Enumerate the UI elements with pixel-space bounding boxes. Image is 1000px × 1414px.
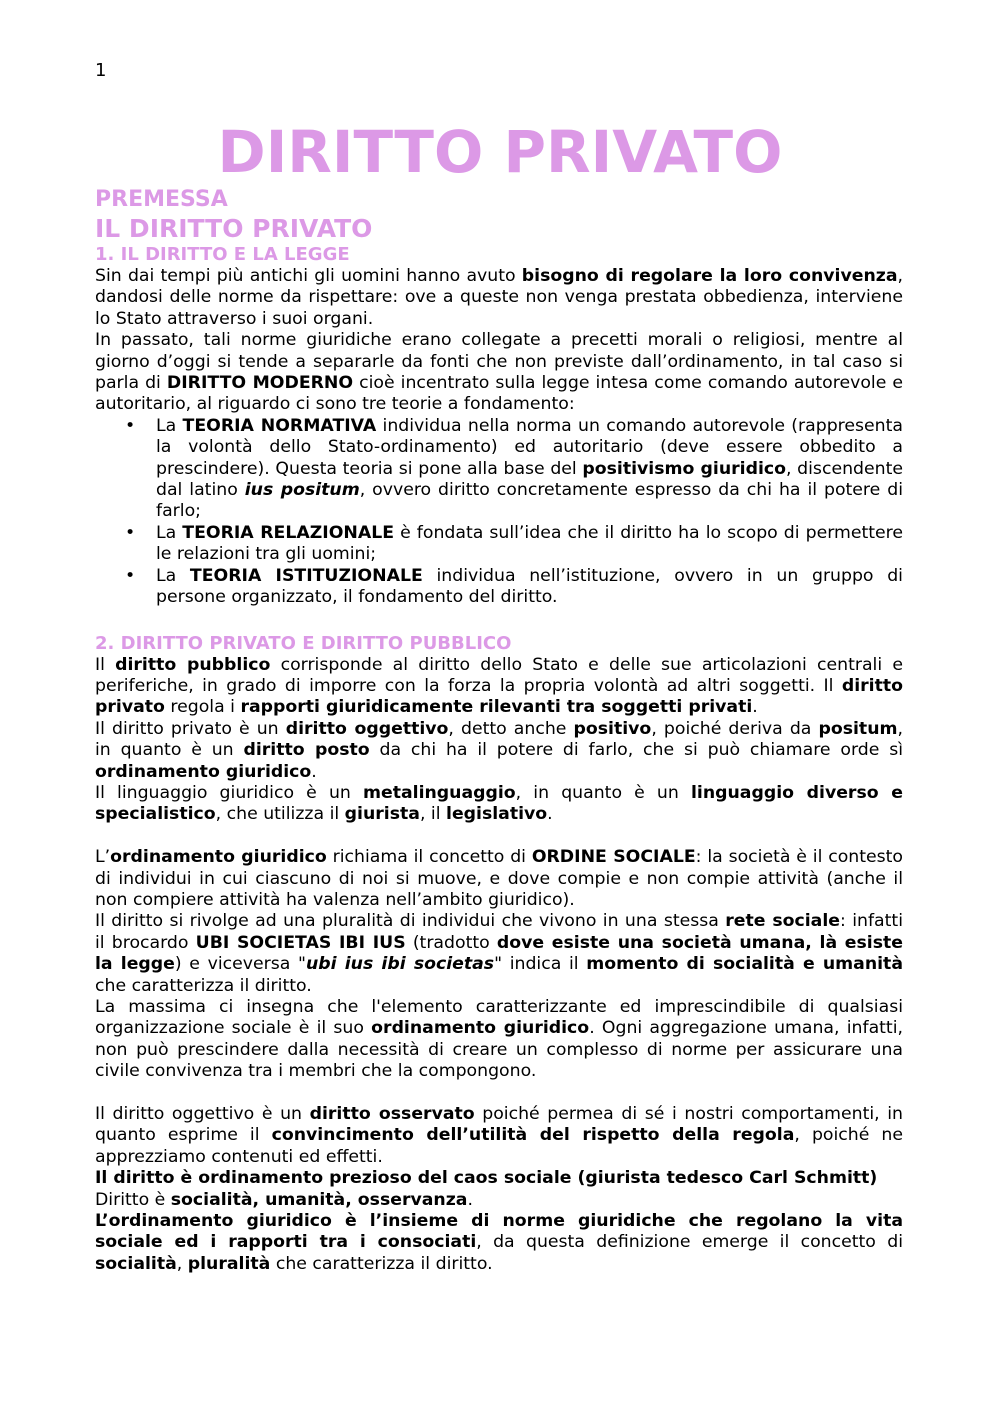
text-run: . xyxy=(467,1189,473,1210)
bullet-icon: • xyxy=(125,565,136,586)
paragraph xyxy=(95,655,903,719)
paragraph xyxy=(95,266,903,330)
text-run: TEORIA NORMATIVA xyxy=(182,415,377,436)
text-run: Il xyxy=(95,654,116,675)
bullet-icon: • xyxy=(125,415,136,436)
text-run: convincimento dell’utilità del rispetto della regola xyxy=(271,1125,795,1146)
text-run: TEORIA ISTITUZIONALE xyxy=(189,565,423,586)
text-run: positum xyxy=(818,718,898,739)
paragraph xyxy=(95,997,903,1083)
text-run: legislativo xyxy=(446,804,548,825)
paragraph xyxy=(95,1190,903,1211)
text-run: Il diritto si rivolge ad una pluralità di individui che vivono in una stessa xyxy=(95,911,726,932)
text-run: Il diritto è ordinamento prezioso del caos sociale (giurista tedesco Carl Schmitt) xyxy=(95,1168,878,1189)
text-run: positivo xyxy=(573,718,652,739)
text-run: ORDINE SOCIALE xyxy=(531,847,696,868)
paragraph xyxy=(95,719,903,783)
text-run: bisogno di regolare la loro convivenza xyxy=(521,266,898,286)
text-run: Il diritto oggettivo è un xyxy=(95,1104,310,1124)
text-run: diritto privato xyxy=(95,675,903,718)
text-run: cioè incentrato sulla legge intesa come comando autorevole e autoritario, al riguardo ci sono tre teorie a fondamento: xyxy=(95,373,903,415)
section-gap xyxy=(95,609,903,633)
text-run: che caratterizza il diritto. xyxy=(95,975,312,996)
text-run: ordinamento giuridico xyxy=(110,847,327,868)
text-run: socialità, umanità, osservanza xyxy=(170,1189,468,1210)
section-2-body xyxy=(95,655,903,1276)
text-run: , dandosi delle norme da rispettare: ove a queste non venga prestata obbedienza, interviene lo Stato attraverso i suoi organi. xyxy=(95,266,903,329)
text-run: L’ordinamento giuridico è l’insieme di norme giuridiche che regolano la vita sociale ed i rapporti tra i consociati xyxy=(95,1211,903,1253)
text-run: ordinamento giuridico xyxy=(371,1018,590,1039)
paragraph xyxy=(95,911,903,997)
text-run: richiama il concetto di xyxy=(326,847,532,868)
text-run: ) e viceversa " xyxy=(174,954,306,975)
text-run: da chi ha il potere di farlo, che si può chiamare orde sì xyxy=(369,740,904,761)
text-run: In passato, tali norme giuridiche erano collegate a precetti morali o religiosi, mentre al giorno d’oggi si tende a separarle da fonti che non previste dall’ordinamento, in tal caso si parla di xyxy=(95,330,903,394)
paragraph xyxy=(95,783,903,826)
text-run: diritto pubblico xyxy=(115,654,271,675)
paragraph xyxy=(95,1211,903,1275)
text-run: socialità xyxy=(95,1253,177,1274)
text-run: , poiché ne apprezziamo contenuti ed effetti. xyxy=(95,1125,904,1167)
text-run: DIRITTO MODERNO xyxy=(166,373,354,394)
text-run: momento di socialità e umanità xyxy=(586,954,903,975)
text-run: , detto anche xyxy=(448,718,574,739)
text-run: , che utilizza il xyxy=(215,804,345,825)
section-2-heading: 2. DIRITTO PRIVATO E DIRITTO PUBBLICO xyxy=(95,632,512,654)
paragraph xyxy=(95,1104,903,1168)
blank-line xyxy=(95,1083,903,1104)
text-run: diritto posto xyxy=(243,740,370,761)
heading-premessa: PREMESSA xyxy=(95,187,228,212)
text-run: , in quanto è un xyxy=(95,718,904,761)
document-title: DIRITTO PRIVATO xyxy=(217,118,783,186)
text-run: UBI SOCIETAS IBI IUS xyxy=(195,932,406,953)
text-run: , xyxy=(176,1253,188,1274)
text-run: ius positum xyxy=(244,480,360,501)
text-run: ordinamento giuridico xyxy=(95,761,312,782)
text-run: L’ xyxy=(95,847,111,868)
text-run: pluralità xyxy=(187,1253,271,1274)
text-run: Il linguaggio giuridico è un xyxy=(95,782,363,803)
text-run: rapporti giuridicamente rilevanti tra soggetti privati xyxy=(240,697,753,718)
text-run: . xyxy=(752,697,758,718)
text-run: è fondata sull’idea che il diritto ha lo scopo di permettere le relazioni tra gli uomini; xyxy=(156,522,904,565)
text-run: dove esiste una società umana, là esiste la legge xyxy=(95,932,903,975)
text-run: : infatti il brocardo xyxy=(95,911,903,953)
text-run: . xyxy=(547,804,553,825)
text-run: La xyxy=(156,415,183,436)
paragraph xyxy=(95,1168,903,1189)
text-run: individua nella norma un comando autorevole (rappresenta la volontà dello Stato-ordinamento) ed autoritario (deve essere obbedito a prescindere). Questa teoria si pone alla base del xyxy=(156,415,903,479)
text-run: rete sociale xyxy=(725,911,840,932)
text-run: ubi ius ibi societas xyxy=(305,954,495,975)
text-run: regola i xyxy=(164,697,241,718)
text-run: La xyxy=(156,522,183,543)
text-run: corrisponde al diritto dello Stato e delle sue articolazioni centrali e periferiche, in grado di imporre con la forza la propria volontà ad altri soggetti. Il xyxy=(95,654,903,696)
text-run: La xyxy=(156,565,190,586)
text-run: positivismo giuridico xyxy=(582,458,787,479)
text-run: diritto osservato xyxy=(309,1104,475,1124)
text-run: (tradotto xyxy=(405,932,497,953)
text-run: Il diritto privato è un xyxy=(95,718,286,739)
bullet-icon: • xyxy=(125,522,136,543)
list-item xyxy=(95,566,903,609)
section-1-heading: 1. IL DIRITTO E LA LEGGE xyxy=(95,244,350,265)
list-item xyxy=(95,523,903,566)
text-run: individua nell’istituzione, ovvero in un gruppo di persone organizzato, il fondamento del diritto. xyxy=(156,565,903,608)
text-run: poiché permea di sé i nostri comportamenti, in quanto esprime il xyxy=(95,1104,904,1146)
text-run: diritto oggettivo xyxy=(285,718,449,739)
document-body xyxy=(95,186,903,1275)
text-run: metalinguaggio xyxy=(363,782,516,803)
page-number: 1 xyxy=(95,60,107,81)
text-run: , da questa definizione emerge il concetto di xyxy=(476,1232,903,1253)
list-item xyxy=(95,416,903,523)
text-run: TEORIA RELAZIONALE xyxy=(182,522,395,543)
blank-line xyxy=(95,826,903,847)
text-run: , discendente dal latino xyxy=(156,458,903,501)
paragraph xyxy=(95,330,903,416)
text-run: . xyxy=(311,761,317,782)
text-run: La massima ci insegna che l'elemento caratterizzante ed imprescindibile di qualsiasi organizzazione sociale è il suo xyxy=(95,996,903,1039)
theory-list xyxy=(95,416,903,609)
text-run: : la società è il contesto di individui in cui ciascuno di noi si muove, e dove compie e non compie attività (anche il non compiere attività ha valenza nell’ambito giuridico). xyxy=(95,847,903,910)
text-run: . Ogni aggregazione umana, infatti, non può prescindere dalla necessità di creare un complesso di norme per assicurare una civile convivenza tra i membri che la compongono. xyxy=(95,1018,904,1082)
text-run: , poiché deriva da xyxy=(651,718,819,739)
text-run: giurista xyxy=(344,804,420,825)
text-run: linguaggio diverso e specialistico xyxy=(95,782,903,825)
heading-diritto-privato: IL DIRITTO PRIVATO xyxy=(95,214,373,243)
text-run: che caratterizza il diritto. xyxy=(270,1253,493,1274)
text-run: , ovvero diritto concretamente espresso da chi ha il potere di farlo; xyxy=(156,480,903,522)
text-run: " indica il xyxy=(494,954,587,975)
text-run: , in quanto è un xyxy=(515,782,691,803)
text-run: Diritto è xyxy=(95,1189,171,1210)
paragraph xyxy=(95,847,903,911)
text-run: Sin dai tempi più antichi gli uomini hanno avuto xyxy=(95,266,522,286)
text-run: , il xyxy=(419,804,447,825)
